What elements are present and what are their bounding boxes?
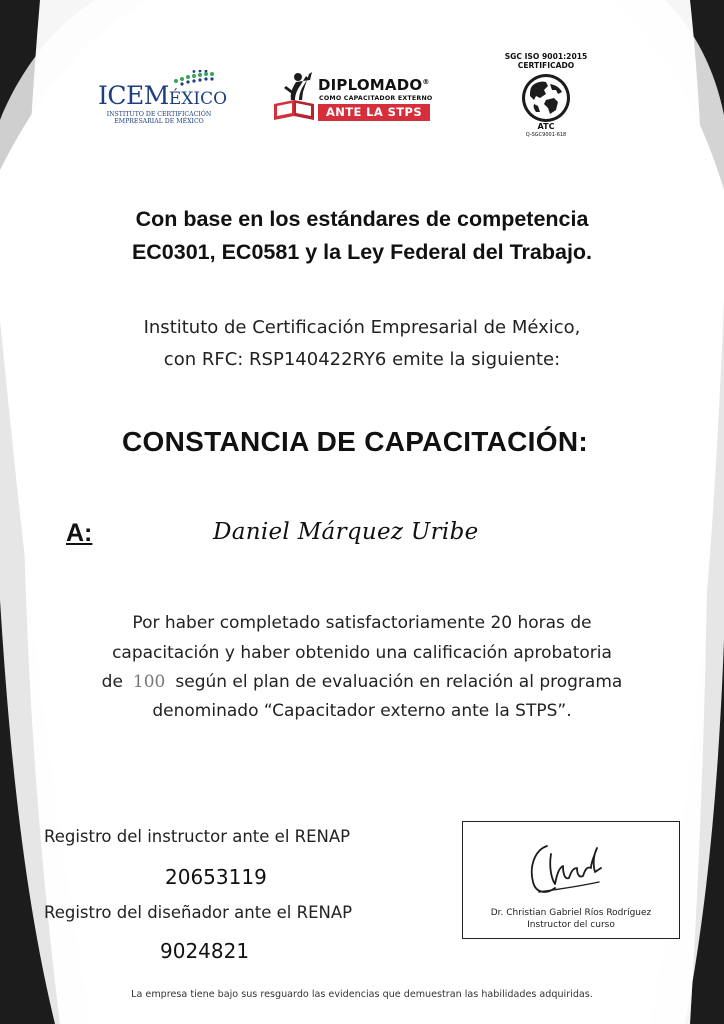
body-line3 — [0, 669, 724, 695]
body-line4: denominado “Capacitador externo ante la STPS”. — [152, 701, 572, 721]
sgc-certified: CERTIFICADO — [517, 61, 575, 70]
icem-logo — [98, 70, 228, 130]
sgc-mark: ATC — [537, 122, 555, 131]
body-line3-suffix: según el plan de evaluación en relación al programa — [175, 672, 623, 692]
footer-note: La empresa tiene bajo sus resguardo las evidencias que demuestran las habilidades adquiridas. — [131, 989, 593, 1000]
signatory-name: Dr. Christian Gabriel Ríos Rodríguez — [490, 908, 652, 918]
issuer-line1: Instituto de Certificación Empresarial de México, — [143, 317, 581, 338]
signatory-role: Instructor del curso — [527, 920, 615, 930]
diplomado-logo — [272, 68, 438, 126]
standards-heading-line2: EC0301, EC0581 y la Ley Federal del Trabajo. — [131, 240, 593, 264]
instructor-registry-label: Registro del instructor ante el RENAP — [44, 827, 351, 846]
book-figure-icon — [272, 70, 316, 122]
signature-box — [462, 821, 680, 939]
body-line1: Por haber completado satisfactoriamente 20 horas de — [132, 613, 592, 633]
icem-subtitle: INSTITUTO DE CERTIFICACIÓN EMPRESARIAL DE MÉXICO — [106, 111, 212, 125]
icem-wordmark: ICEMÉXICO — [98, 81, 228, 110]
designer-registry-number: 9024821 — [160, 939, 250, 963]
grade-value: 100 — [132, 672, 166, 692]
diplomado-subtitle: COMO CAPACITADOR EXTERNO — [319, 95, 433, 102]
sgc-code: Q-SGC9001-618 — [525, 132, 567, 138]
instructor-registry-number: 20653119 — [165, 865, 267, 889]
globe-icon — [520, 72, 572, 124]
signature-icon — [521, 832, 607, 902]
designer-registry-label: Registro del diseñador ante el RENAP — [44, 903, 353, 922]
body-line3-prefix: de — [101, 672, 123, 692]
diplomado-badge: ANTE LA STPS — [318, 104, 430, 121]
sgc-iso-logo — [498, 52, 594, 144]
certificate-title: CONSTANCIA DE CAPACITACIÓN: — [122, 426, 588, 457]
body-line2: capacitación y haber obtenido una calificación aprobatoria — [112, 643, 612, 663]
diplomado-title: DIPLOMADO® — [318, 76, 430, 94]
recipient-name: Daniel Márquez Uribe — [213, 519, 479, 545]
sgc-standard: SGC ISO 9001:2015 — [504, 52, 588, 61]
recipient-label: A: — [66, 519, 93, 547]
issuer-line2: con RFC: RSP140422RY6 emite la siguiente: — [163, 349, 561, 370]
standards-heading-line1: Con base en los estándares de competencia — [135, 207, 589, 231]
